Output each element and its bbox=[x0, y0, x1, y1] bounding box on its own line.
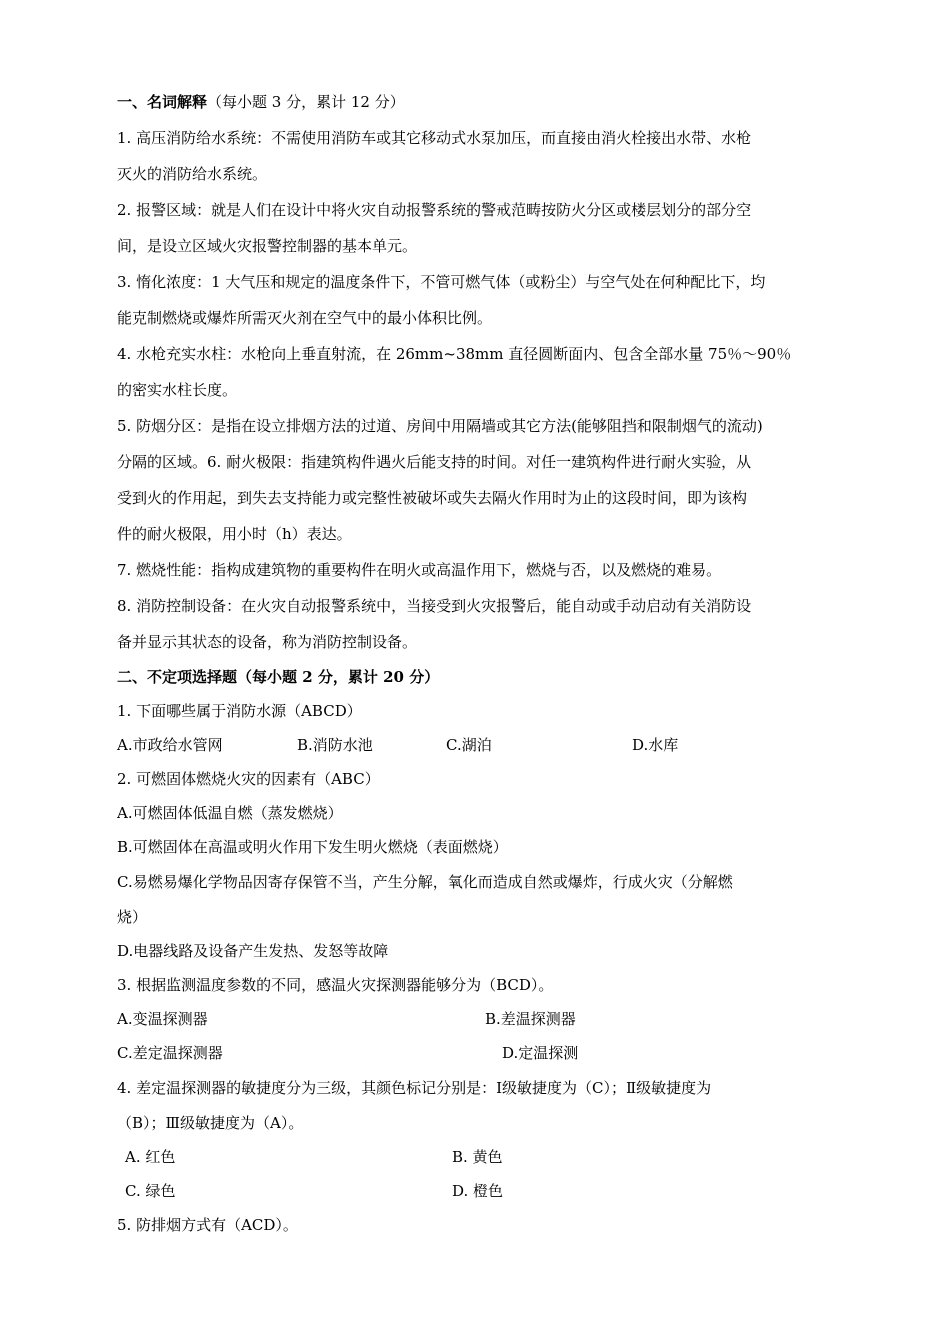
option-a: A.市政给水管网 bbox=[117, 736, 223, 754]
section-1-heading bbox=[117, 84, 835, 120]
definition-line: 的密实水柱长度。 bbox=[117, 381, 238, 399]
section-2-heading: 二、不定项选择题（每小题 2 分，累计 20 分） bbox=[117, 668, 440, 686]
option-b: B. 黄色 bbox=[452, 1148, 503, 1166]
definition-line: 间，是设立区域火灾报警控制器的基本单元。 bbox=[117, 237, 418, 255]
option-c: C.湖泊 bbox=[446, 736, 492, 754]
question-5-stem: 5. 防排烟方式有（ACD）。 bbox=[117, 1216, 298, 1234]
question-1-options bbox=[117, 728, 835, 762]
option-c-continued: 烧） bbox=[117, 908, 148, 926]
question-4-stem: 4. 差定温探测器的敏捷度分为三级，其颜色标记分别是：Ⅰ级敏捷度为（C）；Ⅱ级敏捷度为 bbox=[117, 1079, 712, 1097]
option-c: C.差定温探测器 bbox=[117, 1044, 223, 1062]
section-1-title: 一、名词解释 bbox=[117, 93, 208, 111]
definition-line: 灭火的消防给水系统。 bbox=[117, 165, 268, 183]
question-4-stem-continued: （B）；Ⅲ级敏捷度为（A）。 bbox=[117, 1114, 304, 1132]
option-d: D.定温探测 bbox=[502, 1044, 579, 1062]
section-1-scoring: （每小题 3 分，累计 12 分） bbox=[207, 93, 405, 111]
definition-line: 8. 消防控制设备：在火灾自动报警系统中，当接受到火灾报警后，能自动或手动启动有关消防设 bbox=[117, 597, 752, 615]
question-1-stem: 1. 下面哪些属于消防水源（ABCD） bbox=[117, 702, 362, 720]
question-3-options-row-2 bbox=[117, 1036, 835, 1070]
question-3-options-row-1 bbox=[117, 1002, 835, 1036]
option-a: A.可燃固体低温自燃（蒸发燃烧） bbox=[117, 804, 343, 822]
question-3-stem: 3. 根据监测温度参数的不同，感温火灾探测器能够分为（BCD）。 bbox=[117, 976, 554, 994]
option-c: C.易燃易爆化学物品因寄存保管不当，产生分解，氧化而造成自然或爆炸，行成火灾（分解燃 bbox=[117, 873, 733, 891]
question-2-stem: 2. 可燃固体燃烧火灾的因素有（ABC） bbox=[117, 770, 380, 788]
question-4-options-row-2 bbox=[117, 1174, 835, 1208]
document-page bbox=[117, 84, 835, 1242]
question-4-options-row-1 bbox=[117, 1140, 835, 1174]
definition-line: 7. 燃烧性能：指构成建筑物的重要构件在明火或高温作用下，燃烧与否，以及燃烧的难易。 bbox=[117, 561, 722, 579]
definition-line: 能克制燃烧或爆炸所需灭火剂在空气中的最小体积比例。 bbox=[117, 309, 493, 327]
option-d: D.水库 bbox=[632, 736, 679, 754]
option-c: C. 绿色 bbox=[125, 1182, 176, 1200]
option-d: D.电器线路及设备产生发热、发怒等故障 bbox=[117, 942, 389, 960]
definition-line: 件的耐火极限，用小时（h）表达。 bbox=[117, 525, 352, 543]
option-b: B.差温探测器 bbox=[485, 1010, 576, 1028]
option-d: D. 橙色 bbox=[452, 1182, 504, 1200]
definition-line: 受到火的作用起，到失去支持能力或完整性被破坏或失去隔火作用时为止的这段时间，即为该构 bbox=[117, 489, 748, 507]
option-a: A. 红色 bbox=[125, 1148, 176, 1166]
option-b: B.可燃固体在高温或明火作用下发生明火燃烧（表面燃烧） bbox=[117, 838, 508, 856]
definition-line: 3. 惰化浓度：1 大气压和规定的温度条件下，不管可燃气体（或粉尘）与空气处在何种配比下，均 bbox=[117, 273, 766, 291]
definition-line: 备并显示其状态的设备，称为消防控制设备。 bbox=[117, 633, 418, 651]
definition-line: 1. 高压消防给水系统：不需使用消防车或其它移动式水泵加压，而直接由消火栓接出水带、水枪 bbox=[117, 129, 752, 147]
option-b: B.消防水池 bbox=[297, 736, 373, 754]
definition-line: 分隔的区域。6. 耐火极限：指建筑构件遇火后能支持的时间。对任一建筑构件进行耐火实验，从 bbox=[117, 453, 752, 471]
definition-line: 4. 水枪充实水柱：水枪向上垂直射流，在 26mm~38mm 直径圆断面内、包含全部水量 75％～90％ bbox=[117, 345, 792, 363]
definition-line: 2. 报警区域：就是人们在设计中将火灾自动报警系统的警戒范畴按防火分区或楼层划分的部分空 bbox=[117, 201, 752, 219]
option-a: A.变温探测器 bbox=[117, 1010, 208, 1028]
definition-line: 5. 防烟分区：是指在设立排烟方法的过道、房间中用隔墙或其它方法(能够阻挡和限制烟气的流动) bbox=[117, 417, 763, 435]
